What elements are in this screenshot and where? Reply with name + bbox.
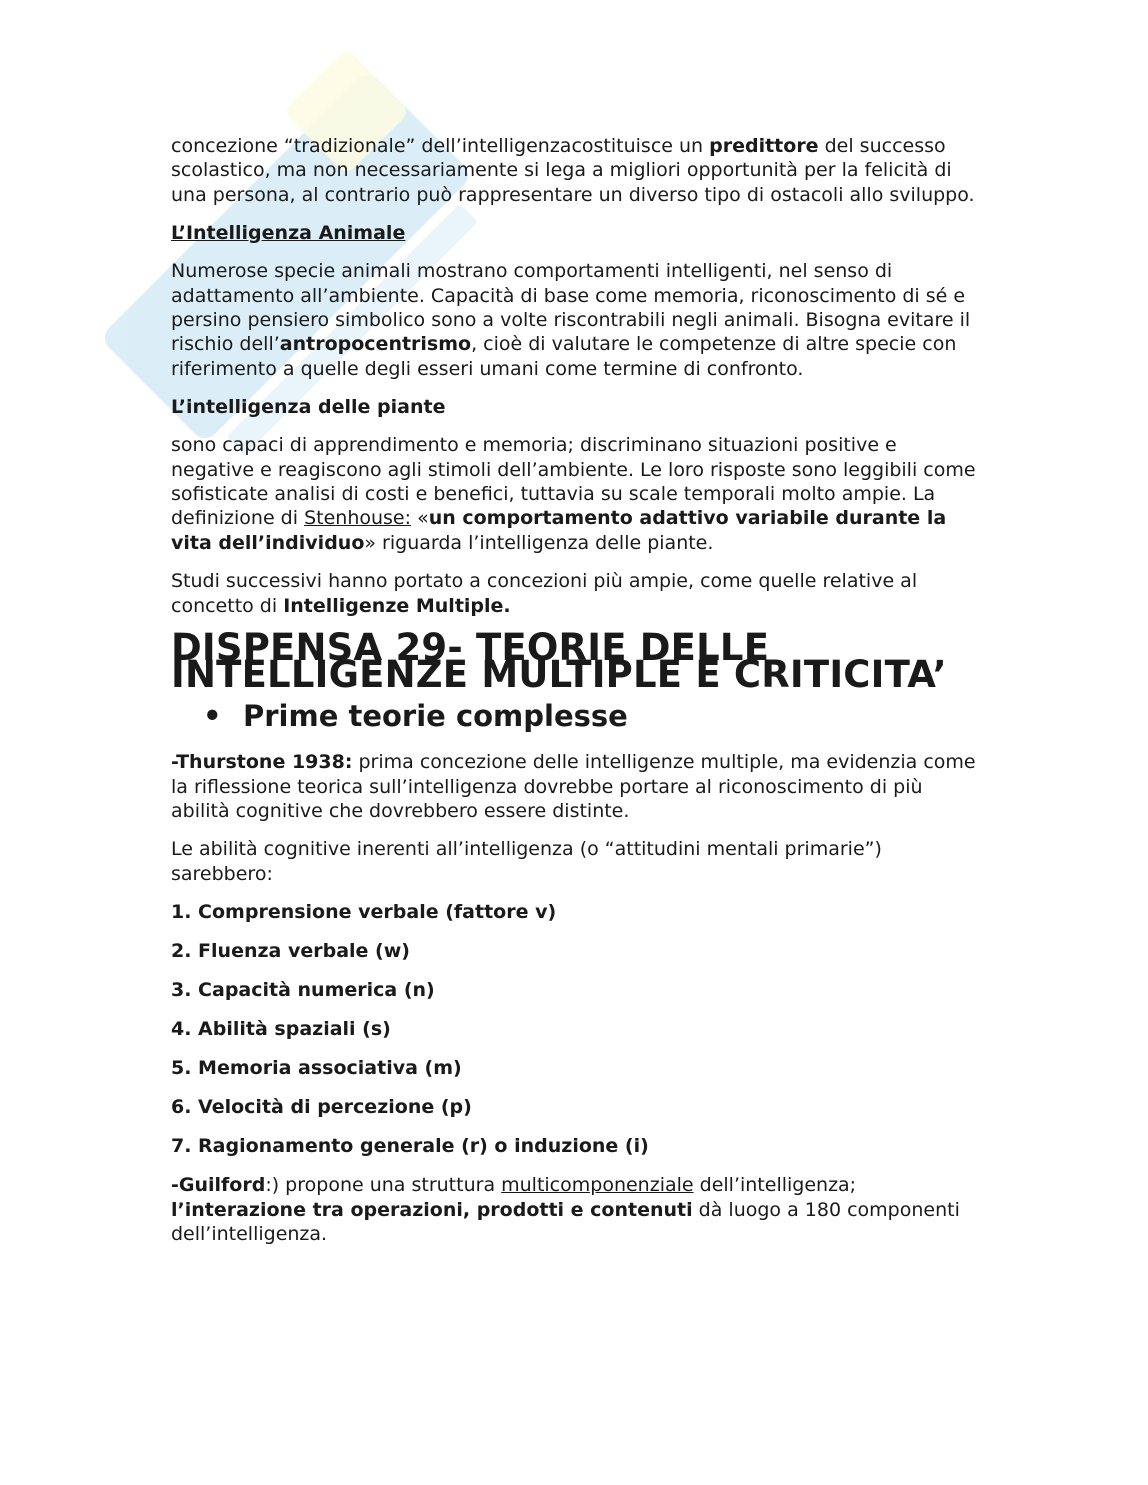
- text-span: » riguarda l’intelligenza delle piante.: [364, 531, 714, 554]
- heading-intelligenza-animale: L’Intelligenza Animale: [171, 222, 406, 245]
- text-span: dell’intelligenza;: [693, 1174, 857, 1197]
- text-span: del successo scolastico, ma non necessariamente si lega a migliori opportunità per la felicità di una persona, al contrario può rappresentare un diverso tipo di ostacoli allo sviluppo.: [171, 135, 975, 206]
- text-span: :) propone una struttura: [265, 1174, 502, 1197]
- bold-thurstone: -Thurstone 1938:: [171, 751, 353, 774]
- underlined-multicomponenziale: multicomponenziale: [501, 1174, 694, 1197]
- list-item: 5. Memoria associativa (m): [171, 1057, 462, 1080]
- paragraph-abilita: Le abilità cognitive inerenti all’intelligenza (o “attitudini mentali primarie”) sarebbero:: [171, 838, 882, 885]
- bullet-heading: [171, 698, 981, 734]
- list-item: 6. Velocità di percezione (p): [171, 1096, 472, 1119]
- list-item: 2. Fluenza verbale (w): [171, 940, 410, 963]
- bold-definition: un comportamento adattivo variabile durante la vita dell’individuo: [171, 507, 947, 554]
- list-item: 3. Capacità numerica (n): [171, 979, 435, 1002]
- bold-term-predittore: predittore: [709, 135, 819, 157]
- paragraph-thurstone: [171, 750, 981, 823]
- text-span: concezione “tradizionale” dell’intelligenzacostituisce un: [171, 135, 710, 157]
- text-span: , cioè di valutare le competenze di altre specie con riferimento a quelle degli esseri umani come termine di confronto.: [171, 333, 957, 380]
- list-item: 4. Abilità spaziali (s): [171, 1018, 391, 1041]
- bold-guilford: -Guilford: [171, 1174, 266, 1197]
- heading-intelligenza-piante: L’intelligenza delle piante: [171, 396, 446, 419]
- text-span: prima concezione delle intelligenze multiple, ma evidenzia come la riflessione teorica sull’intelligenza dovrebbe portare al riconoscimento di più abilità cognitive che dovrebbero essere distinte.: [171, 751, 976, 822]
- bold-intelligenze-multiple: Intelligenze Multiple.: [283, 594, 511, 617]
- text-span: «: [411, 507, 429, 530]
- list-item: 7. Ragionamento generale (r) o induzione (i): [171, 1135, 649, 1158]
- bold-term-antropocentrismo: antropocentrismo: [279, 333, 472, 356]
- text-span: Numerose specie animali mostrano comportamenti intelligenti, nel senso di adattamento all’ambiente. Capacità di base come memoria, riconoscimento di sé e persino pensiero simbolico sono a volte riscontrabili negli animali. Bisogna evitare il rischio dell’: [171, 260, 971, 356]
- paragraph-studi: [171, 569, 981, 618]
- paragraph-animale: [171, 259, 981, 381]
- text-span: dà luogo a 180 componenti dell’intelligenza.: [171, 1198, 960, 1245]
- text-span: sono capaci di apprendimento e memoria; discriminano situazioni positive e negative e reagiscono agli stimoli dell’ambiente. Le loro risposte sono leggibili come sofisticate analisi di costi e benefici, tuttavia su scale temporali molto ampie. La definizione di: [171, 434, 976, 530]
- text-span: Studi successivi hanno portato a concezioni più ampie, come quelle relative al concetto di: [171, 570, 918, 617]
- list-item: 1. Comprensione verbale (fattore v): [171, 901, 557, 924]
- bold-interazione: l’interazione tra operazioni, prodotti e contenuti: [171, 1198, 693, 1221]
- paragraph-intro: [171, 134, 981, 207]
- bullet-text: Prime teorie complesse: [243, 699, 628, 734]
- heading-dispensa-29: DISPENSA 29- TEORIE DELLE INTELLIGENZE MULTIPLE E CRITICITA’: [171, 626, 947, 697]
- paragraph-piante: [171, 433, 981, 555]
- bullet-dot: •: [203, 699, 222, 734]
- document-body: [171, 134, 981, 1260]
- paragraph-guilford: [171, 1173, 981, 1246]
- underlined-stenhouse: Stenhouse:: [304, 507, 412, 530]
